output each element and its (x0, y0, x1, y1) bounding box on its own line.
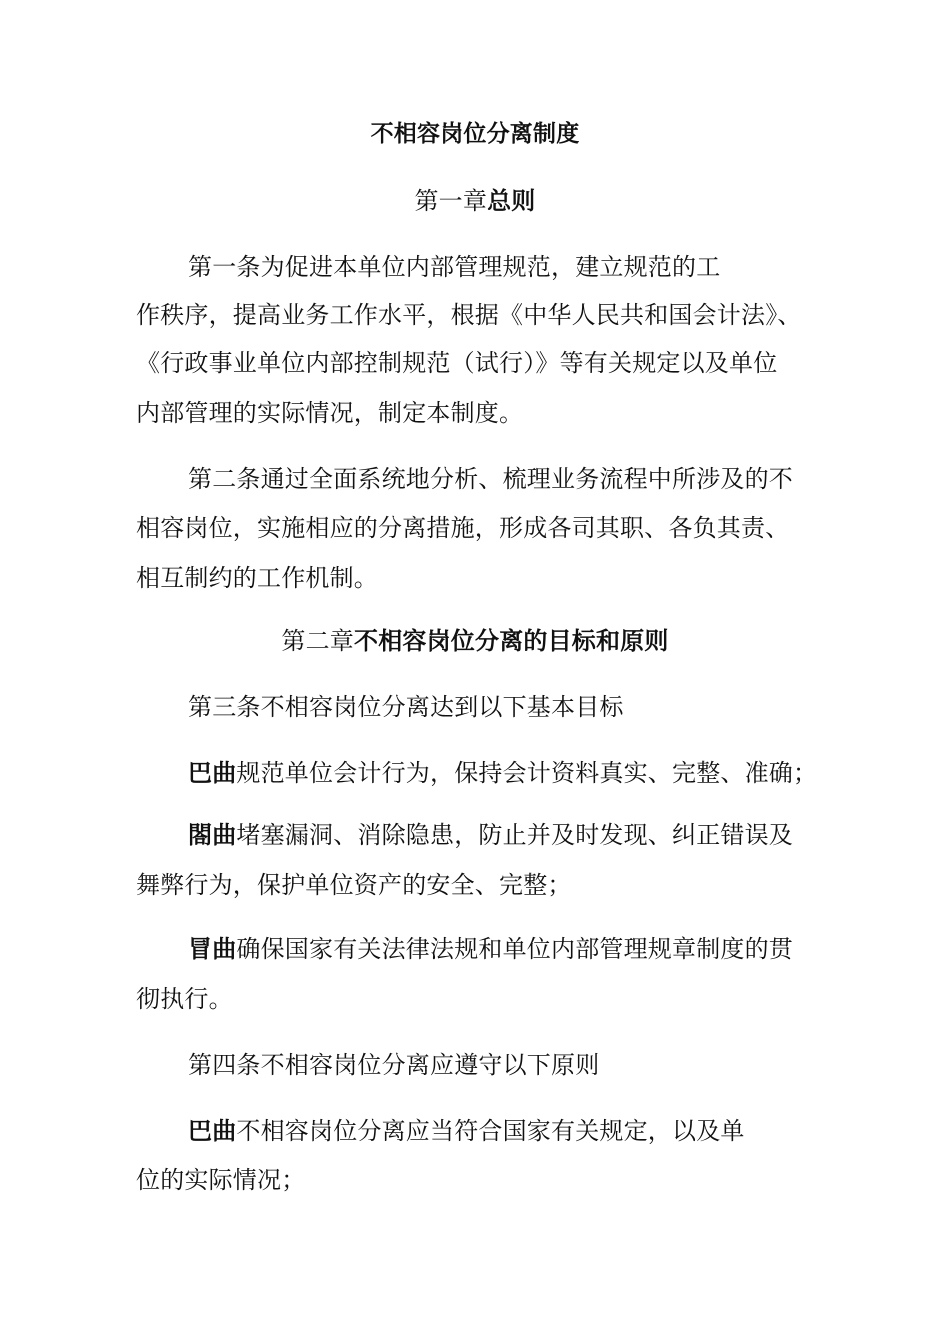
goal-2-text: 堵塞漏洞、消除隐患，防止并及时发现、纠正错误及 (236, 821, 794, 849)
principle-1-line (188, 1116, 745, 1146)
chapter-2-name: 不相容岗位分离的目标和原则 (354, 627, 669, 655)
chapter-1-heading (0, 186, 950, 216)
goal-3-line: 彻执行。 (136, 985, 233, 1013)
article-2-line: 相互制约的工作机制。 (136, 564, 378, 592)
article-2-line: 相容岗位，实施相应的分离措施，形成各司其职、各负其责、 (136, 514, 790, 542)
article-1-line: 《行政事业单位内部控制规范（试行）》等有关规定以及单位 (136, 349, 778, 377)
chapter-2-prefix: 第二章 (281, 627, 354, 655)
article-3: 第三条不相容岗位分离达到以下基本目标 (188, 693, 624, 721)
principle-1-line: 位的实际情况； (136, 1166, 306, 1194)
goal-2-line: 舞弊行为，保护单位资产的安全、完整； (136, 871, 572, 899)
goal-1-marker: 巴曲 (188, 759, 237, 787)
chapter-2-heading (0, 626, 950, 656)
goal-3-line (188, 934, 793, 964)
article-1-line: 第一条为促进本单位内部管理规范，建立规范的工 (188, 253, 721, 281)
article-2-line: 第二条通过全面系统地分析、梳理业务流程中所涉及的不 (188, 465, 793, 493)
principle-1-marker: 巴曲 (188, 1117, 237, 1145)
goal-1-text: 规范单位会计行为，保持会计资料真实、完整、准确； (236, 759, 818, 787)
chapter-1-name: 总则 (487, 187, 536, 215)
article-1-line: 作秩序，提高业务工作水平，根据《中华人民共和国会计法》、 (136, 301, 802, 329)
goal-3-text: 确保国家有关法律法规和单位内部管理规章制度的贯 (236, 935, 794, 963)
document-title: 不相容岗位分离制度 (370, 121, 580, 147)
article-4: 第四条不相容岗位分离应遵守以下原则 (188, 1051, 600, 1079)
principle-1-text: 不相容岗位分离应当符合国家有关规定，以及单 (236, 1117, 745, 1145)
chapter-1-prefix: 第一章 (414, 187, 488, 215)
goal-2-line (188, 820, 793, 850)
goal-3-marker: 冒曲 (188, 935, 237, 963)
article-1-line: 内部管理的实际情况，制定本制度。 (136, 399, 524, 427)
goal-2-marker: 閤曲 (188, 821, 237, 849)
goal-1 (188, 758, 817, 788)
